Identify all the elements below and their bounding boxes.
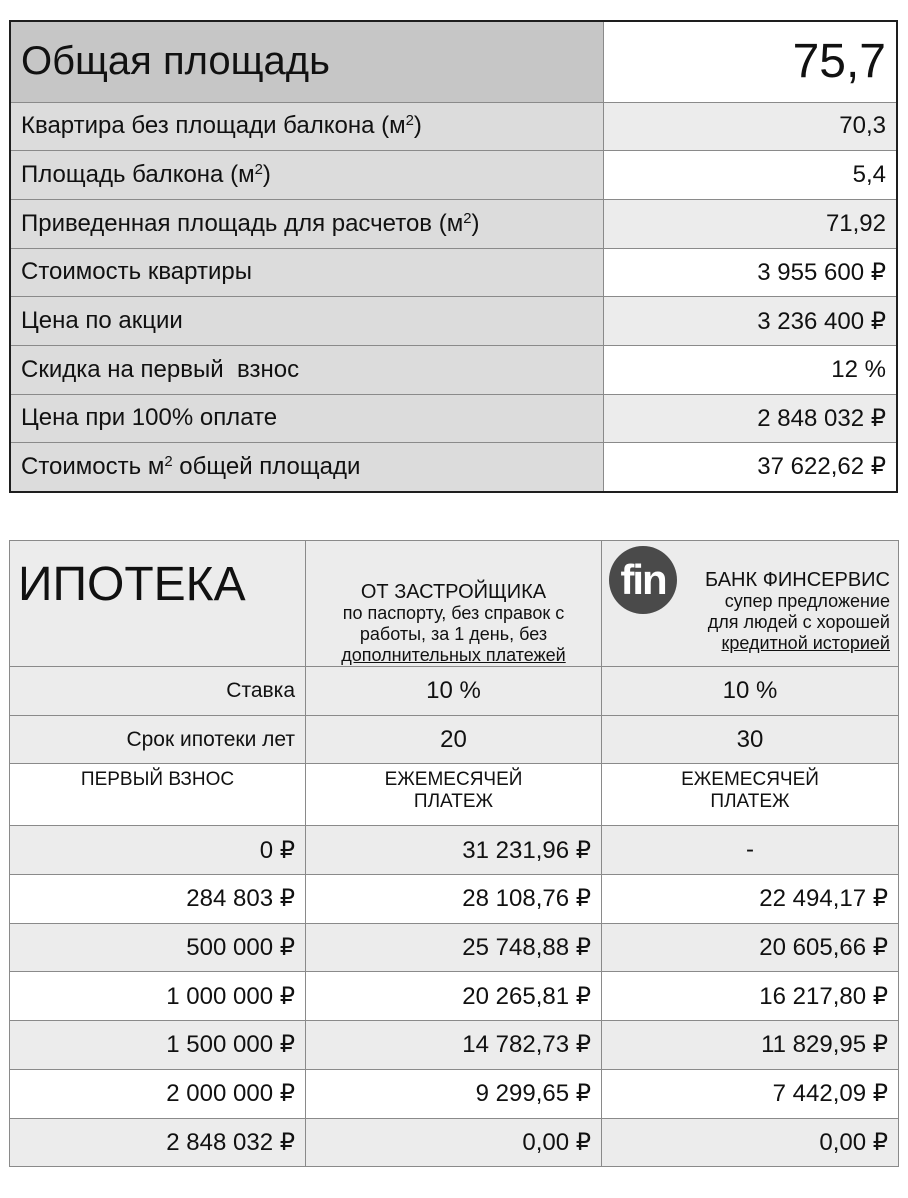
area-row-label: Цена при 100% оплате: [10, 394, 603, 443]
rate-row: [10, 667, 899, 716]
col-header-monthly-bank: ЕЖЕМЕСЯЧЕЙ ПЛАТЕЖ: [602, 764, 899, 826]
bank-logo: fin: [609, 546, 677, 614]
monthly-developer: 9 299,65 ₽: [306, 1069, 602, 1118]
mortgage-title: ИПОТЕКА: [18, 558, 246, 611]
bank-offer-desc-line: супер предложение: [724, 591, 890, 611]
area-row: [10, 102, 897, 151]
term-row: [10, 715, 899, 764]
term-developer: 20: [306, 715, 602, 764]
area-table: [9, 20, 898, 493]
developer-offer-desc-line: дополнительных платежей: [341, 645, 566, 665]
bank-offer-cell: [602, 541, 899, 667]
developer-offer-desc-line: работы, за 1 день, без: [359, 624, 548, 644]
area-row: [10, 248, 897, 297]
mortgage-table: [9, 540, 899, 1167]
monthly-bank: 16 217,80 ₽: [602, 972, 899, 1021]
developer-offer-desc-line: по паспорту, без справок с: [342, 603, 565, 623]
rate-developer: 10 %: [306, 667, 602, 716]
area-row-value: 37 622,62 ₽: [603, 443, 897, 492]
down-payment: 284 803 ₽: [10, 875, 306, 924]
area-row-label: Стоимость $м^2$ общей площади: [10, 443, 603, 492]
bank-offer-title: БАНК ФИНСЕРВИС: [705, 569, 890, 591]
down-payment: 500 000 ₽: [10, 923, 306, 972]
area-row: [10, 394, 897, 443]
rate-bank: 10 %: [602, 667, 899, 716]
area-total-value: 75,7: [603, 21, 897, 102]
payment-row: [10, 1021, 899, 1070]
monthly-bank: 22 494,17 ₽: [602, 875, 899, 924]
term-bank: 30: [602, 715, 899, 764]
area-title: Общая площадь: [10, 21, 603, 102]
payment-column-headers: [10, 764, 899, 826]
area-row-value: 12 %: [603, 345, 897, 394]
col-header-monthly-developer: ЕЖЕМЕСЯЧЕЙ ПЛАТЕЖ: [306, 764, 602, 826]
mortgage-title-cell: [10, 541, 306, 667]
down-payment: 0 ₽: [10, 826, 306, 875]
area-row: [10, 297, 897, 346]
area-row-label: Площадь балкона $(м^2)$: [10, 151, 603, 200]
down-payment: 1 500 000 ₽: [10, 1021, 306, 1070]
monthly-developer: 0,00 ₽: [306, 1118, 602, 1167]
bank-offer-desc-line: для людей с хорошей: [707, 612, 890, 632]
monthly-developer: 20 265,81 ₽: [306, 972, 602, 1021]
payment-row: [10, 972, 899, 1021]
area-row: [10, 151, 897, 200]
developer-offer-cell: [306, 541, 602, 667]
term-label: Срок ипотеки лет: [10, 715, 306, 764]
monthly-bank: 11 829,95 ₽: [602, 1021, 899, 1070]
area-row: [10, 443, 897, 492]
monthly-developer: 14 782,73 ₽: [306, 1021, 602, 1070]
area-row-label: Приведенная площадь для расчетов $(м^2)$: [10, 199, 603, 248]
area-row-value: 5,4: [603, 151, 897, 200]
monthly-bank: -: [602, 826, 899, 875]
monthly-bank: 7 442,09 ₽: [602, 1069, 899, 1118]
payment-row: [10, 923, 899, 972]
payment-row: [10, 875, 899, 924]
col-header-first-payment: ПЕРВЫЙ ВЗНОС: [10, 764, 306, 826]
monthly-developer: 25 748,88 ₽: [306, 923, 602, 972]
payment-row: [10, 1118, 899, 1167]
area-row: [10, 345, 897, 394]
area-row-value: 3 955 600 ₽: [603, 248, 897, 297]
down-payment: 2 000 000 ₽: [10, 1069, 306, 1118]
area-row-label: Стоимость квартиры: [10, 248, 603, 297]
area-row: [10, 199, 897, 248]
mortgage-header-row: [10, 541, 899, 667]
down-payment: 1 000 000 ₽: [10, 972, 306, 1021]
monthly-bank: 0,00 ₽: [602, 1118, 899, 1167]
area-row-label: Скидка на первый взнос: [10, 345, 603, 394]
monthly-developer: 31 231,96 ₽: [306, 826, 602, 875]
area-row-label: Квартира без площади балкона $(м^2)$: [10, 102, 603, 151]
area-row-value: 3 236 400 ₽: [603, 297, 897, 346]
area-row-value: 71,92: [603, 199, 897, 248]
bank-offer-desc-line: кредитной историей: [721, 633, 890, 653]
area-header-row: [10, 21, 897, 102]
area-row-value: 70,3: [603, 102, 897, 151]
monthly-developer: 28 108,76 ₽: [306, 875, 602, 924]
area-row-label: Цена по акции: [10, 297, 603, 346]
monthly-bank: 20 605,66 ₽: [602, 923, 899, 972]
payment-row: [10, 826, 899, 875]
developer-offer-title: ОТ ЗАСТРОЙЩИКА: [360, 581, 547, 603]
payment-row: [10, 1069, 899, 1118]
down-payment: 2 848 032 ₽: [10, 1118, 306, 1167]
rate-label: Ставка: [10, 667, 306, 716]
area-row-value: 2 848 032 ₽: [603, 394, 897, 443]
